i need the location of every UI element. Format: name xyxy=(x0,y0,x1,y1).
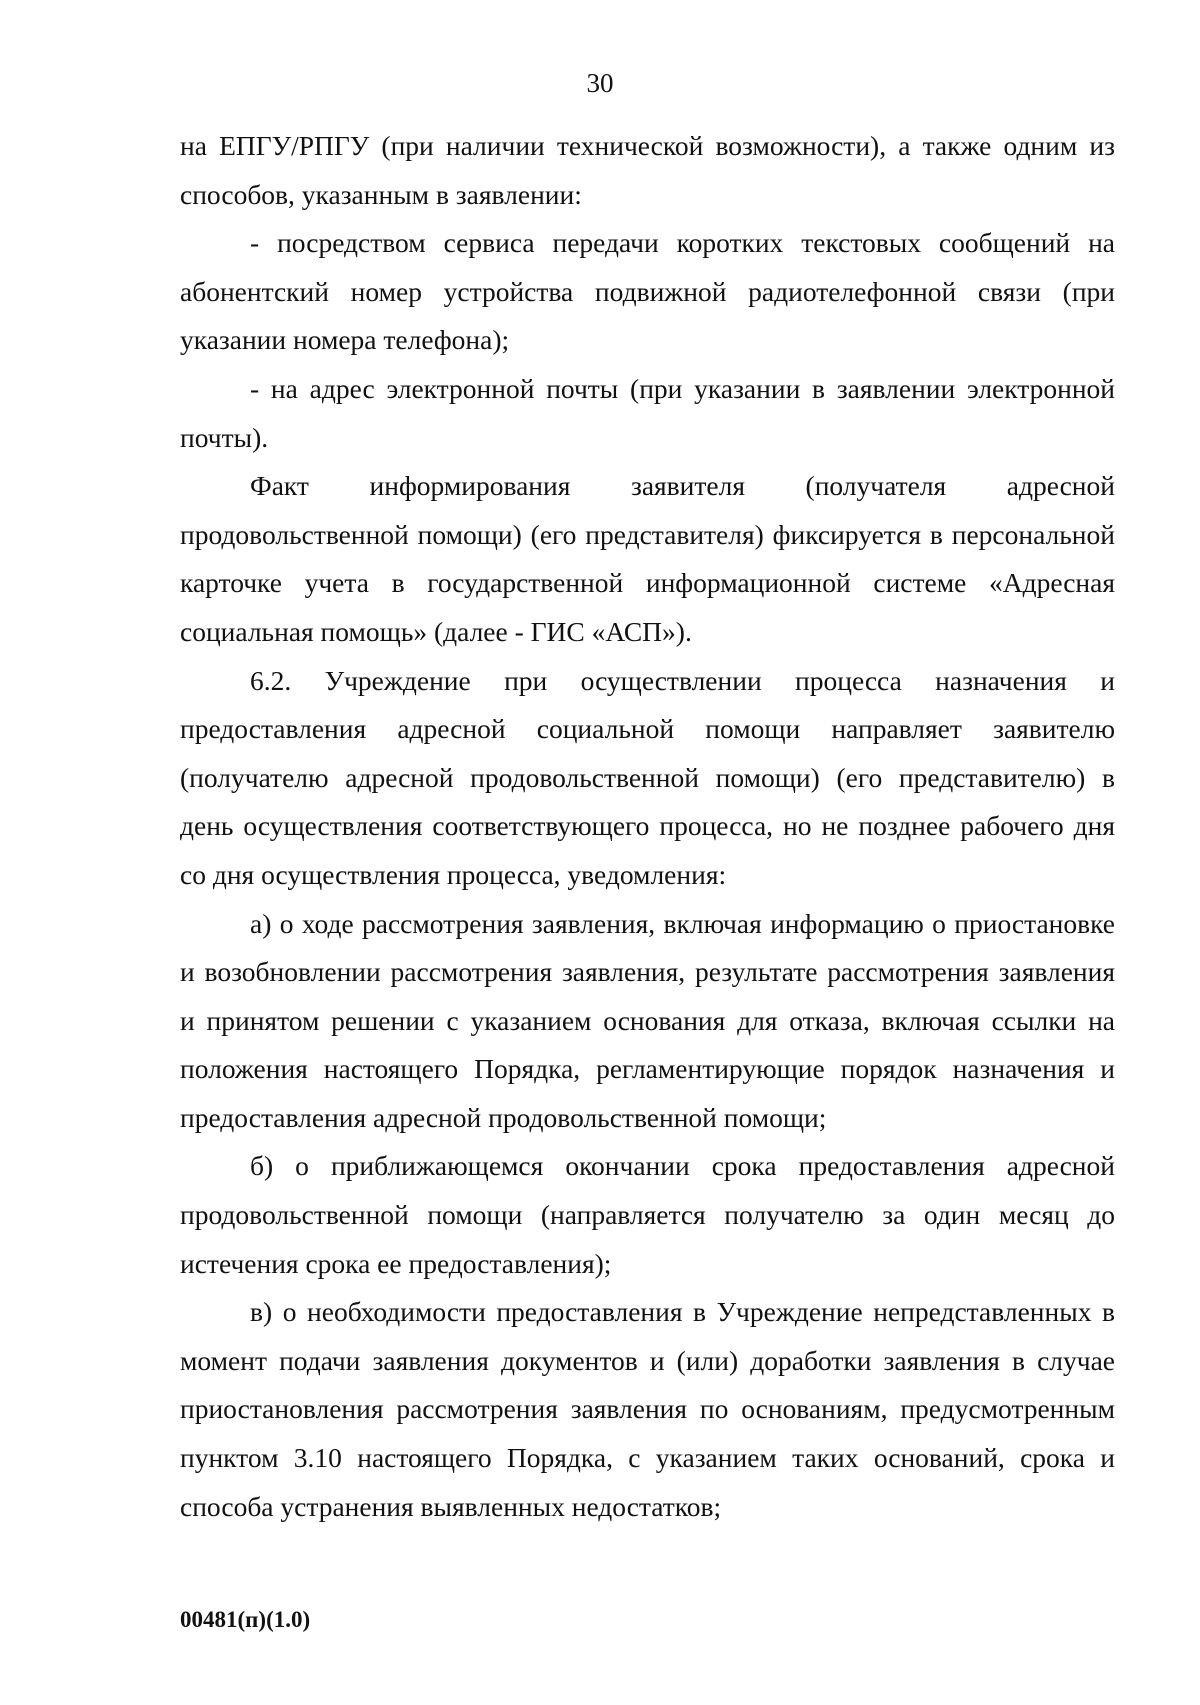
paragraph-item-v: в) о необходимости предоставления в Учреждение непредставленных в момент подачи заявления документов и (или) доработки заявления в случае приостановления рассмотрения заявления по основаниям, предусмотренным пунктом 3.10 настоящего Порядка, с указанием таких оснований, срока и способа устранения выявленных недостатков; xyxy=(180,1296,1115,1522)
paragraph-sms-item: - посредством сервиса передачи коротких текстовых сообщений на абонентский номер устройства подвижной радиотелефонной связи (при указании номера телефона); xyxy=(180,227,1115,356)
paragraph-continuation: на ЕПГУ/РПГУ (при наличии технической возможности), а также одним из способов, указанным в заявлении: xyxy=(180,130,1115,210)
paragraph-item-a: а) о ходе рассмотрения заявления, включая информацию о приостановке и возобновлении рассмотрения заявления, результате рассмотрения заявления и принятом решении с указанием основания для отказа, включая ссылки на положения настоящего Порядка, регламентирующие порядок назначения и предоставления адресной продовольственной помощи; xyxy=(180,907,1115,1133)
page-number: 30 xyxy=(586,68,614,98)
document-code: 00481(п)(1.0) xyxy=(180,1607,311,1632)
document-body xyxy=(180,122,1115,1531)
paragraph-informing-fact: Факт информирования заявителя (получателя адресной продовольственной помощи) (его представителя) фиксируется в персональной карточке учета в государственной информационной системе «Адресная социальная помощь» (далее - ГИС «АСП»). xyxy=(180,470,1115,647)
paragraph-section-6-2: 6.2. Учреждение при осуществлении процесса назначения и предоставления адресной социальной помощи направляет заявителю (получателю адресной продовольственной помощи) (его представителю) в день осуществления соответствующего процесса, но не позднее рабочего дня со дня осуществления процесса, уведомления: xyxy=(180,664,1115,890)
paragraph-email-item: - на адрес электронной почты (при указании в заявлении электронной почты). xyxy=(180,372,1115,453)
paragraph-item-b: б) о приближающемся окончании срока предоставления адресной продовольственной помощи (направляется получателю за один месяц до истечения срока ее предоставления); xyxy=(180,1150,1115,1279)
